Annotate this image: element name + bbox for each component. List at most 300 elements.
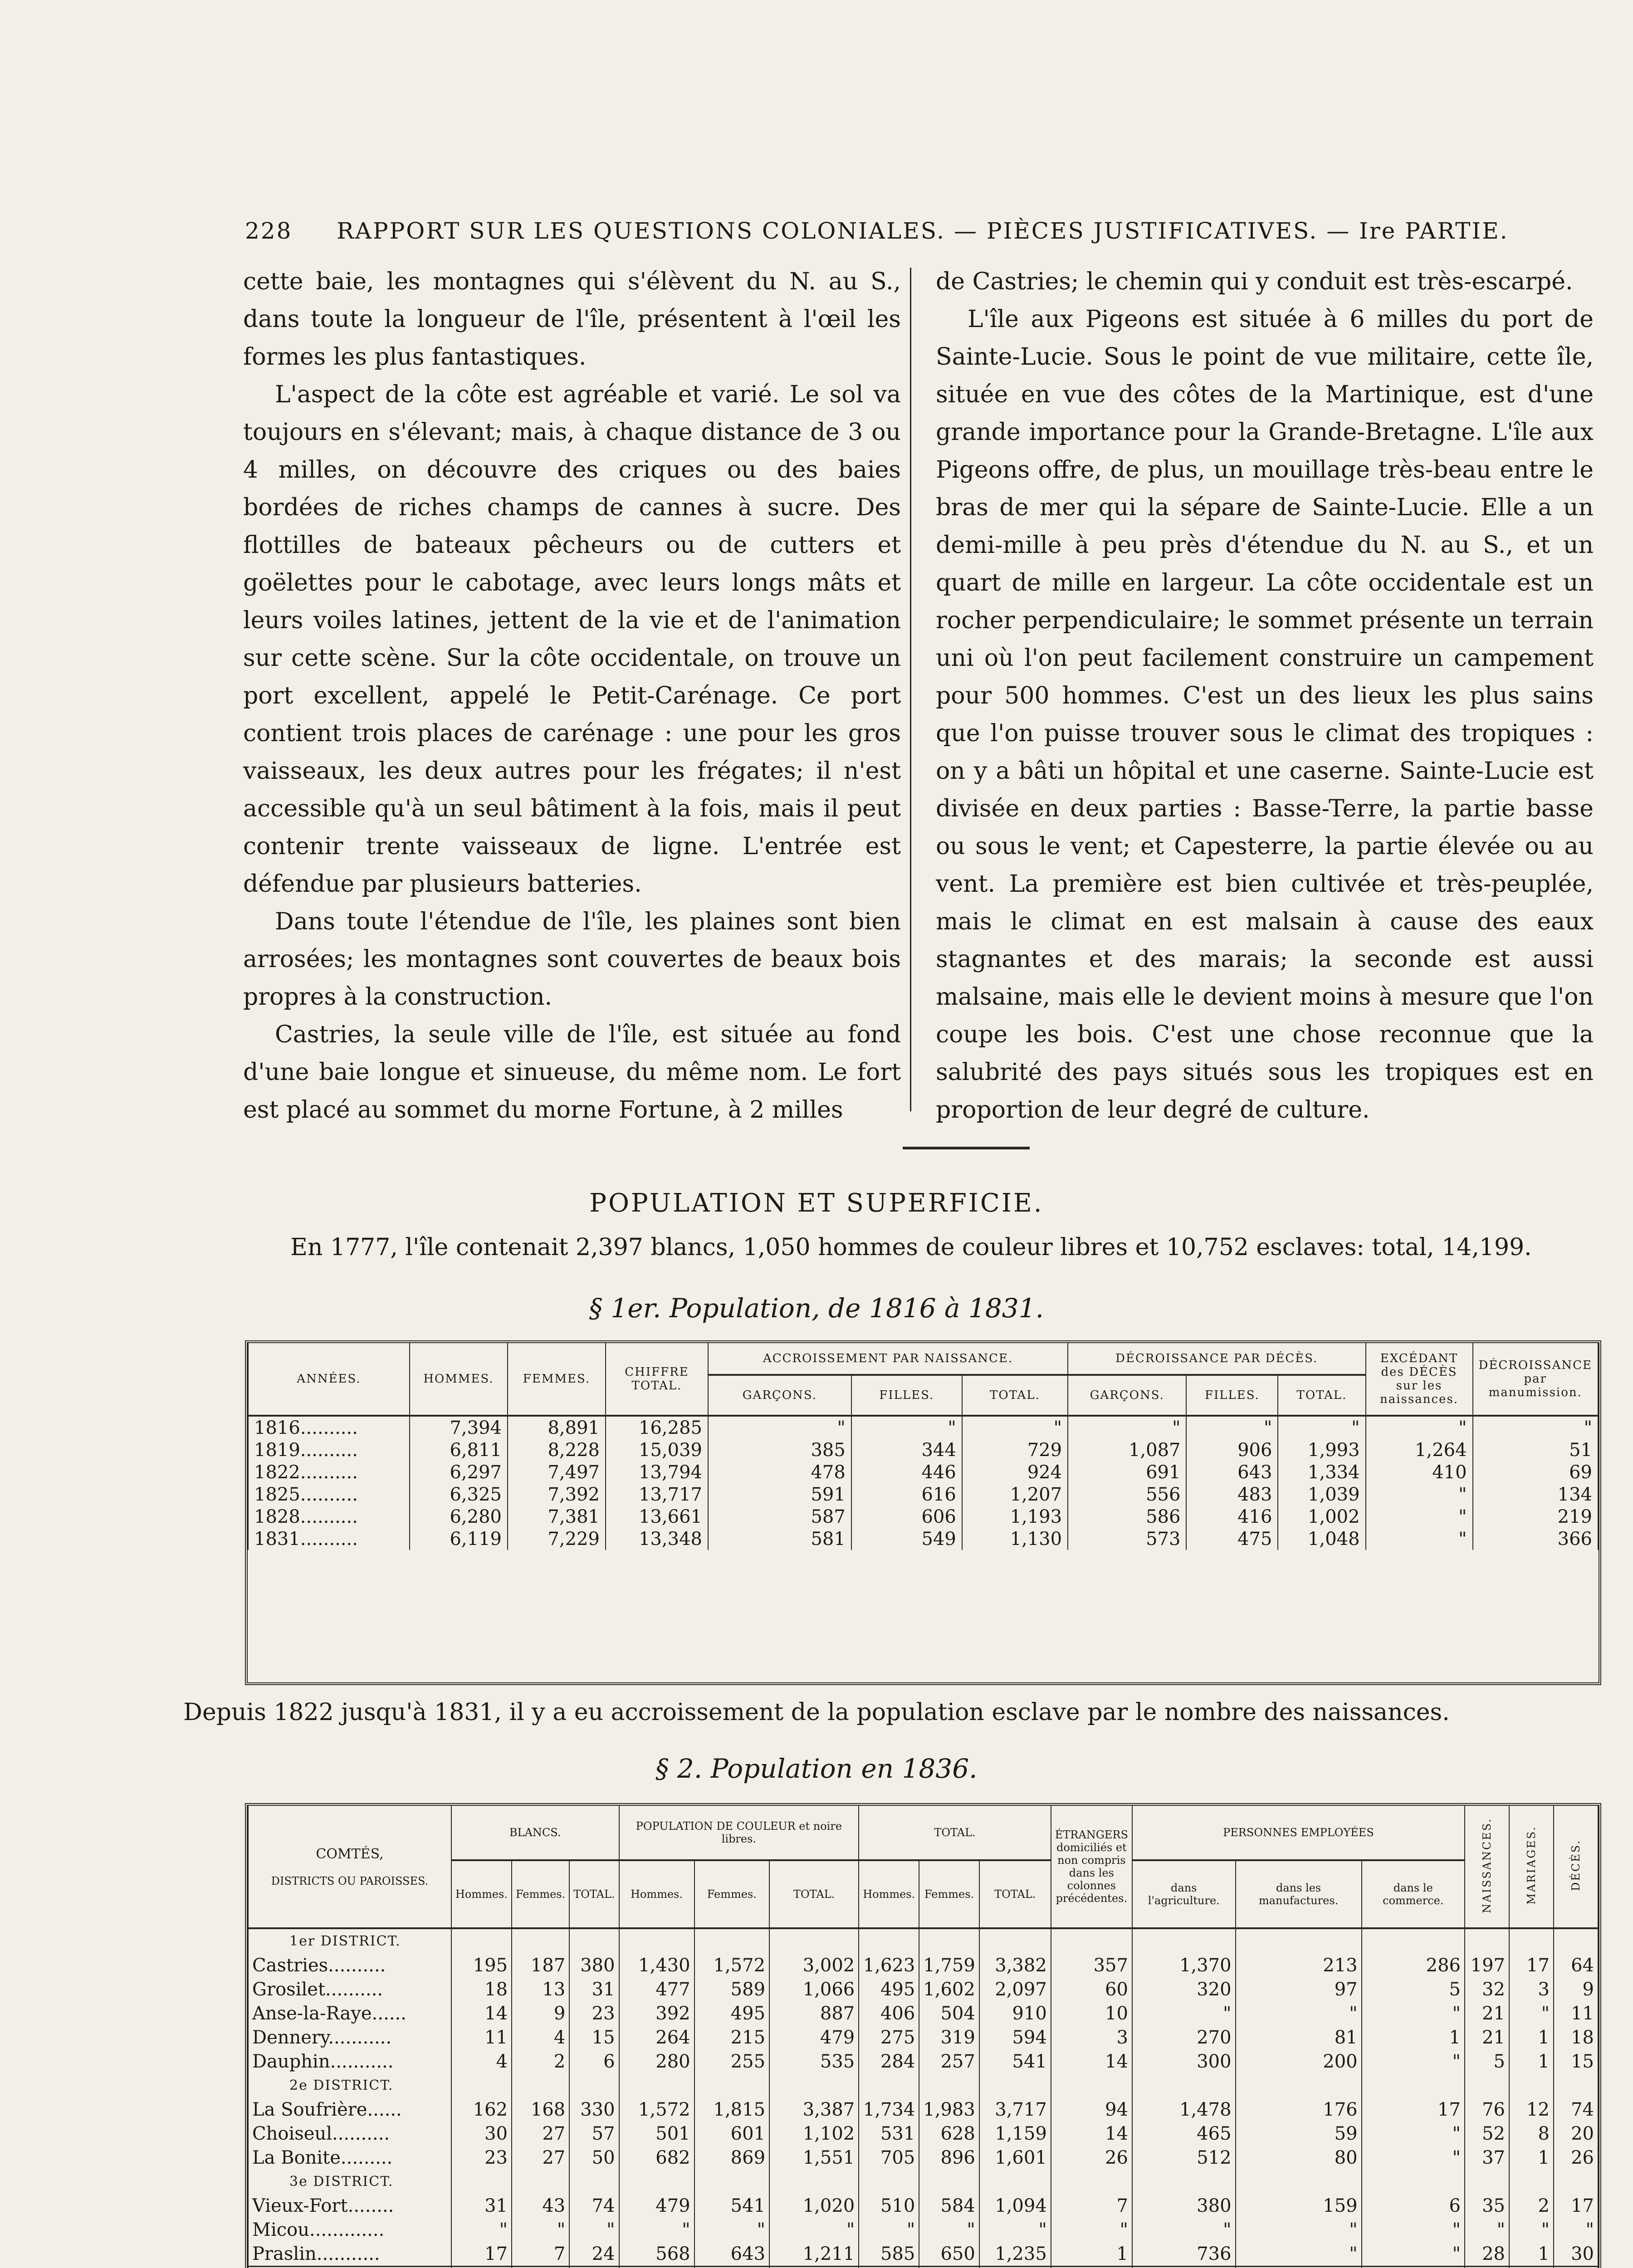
table-cell: " (694, 2218, 769, 2242)
table-cell: " (1236, 2218, 1362, 2242)
empty-cell (1051, 1928, 1132, 1953)
table-cell: 1,602 (919, 1977, 979, 2001)
table-cell: 1,983 (919, 2097, 979, 2121)
empty-cell (694, 1928, 769, 1953)
table-cell (1236, 2267, 1362, 2268)
table2-title: § 2. Population en 1836. (655, 1753, 978, 1784)
table-cell: 31 (451, 2194, 512, 2218)
table-cell: 80 (1236, 2146, 1362, 2170)
empty-cell (1554, 2170, 1598, 2194)
table-row (248, 2001, 1598, 2025)
table-cell: 176 (1236, 2097, 1362, 2121)
empty-cell (1465, 2170, 1509, 2194)
empty-cell (1362, 2073, 1465, 2097)
table-cell: 11 (451, 2025, 512, 2049)
district-header-row (248, 2073, 1598, 2097)
table-cell: 13 (512, 1977, 569, 2001)
table-cell: " (962, 1416, 1068, 1439)
table-cell: 541 (979, 2049, 1051, 2073)
table-row (248, 2146, 1598, 2170)
table-cell: 219 (1473, 1505, 1598, 1528)
table-row (248, 1461, 1598, 1483)
col-comtes: COMTÉS, DISTRICTS OU PAROISSES. (248, 1806, 451, 1928)
empty-cell (1554, 2073, 1598, 2097)
table-cell: 1 (1509, 2025, 1554, 2049)
table-cell: 26 (1554, 2146, 1598, 2170)
table-cell: 3,387 (769, 2097, 859, 2121)
table-cell: 6,325 (410, 1483, 508, 1505)
table-cell: 7,394 (410, 1416, 508, 1439)
empty-cell (1132, 2170, 1236, 2194)
table-cell: " (769, 2218, 859, 2242)
table2-body (248, 1928, 1598, 2268)
table-cell (694, 2267, 769, 2268)
empty-cell (919, 2073, 979, 2097)
table-cell: 300 (1132, 2049, 1236, 2073)
col-blancs-total: TOTAL. (569, 1860, 619, 1928)
table-cell: 887 (769, 2001, 859, 2025)
empty-cell (451, 1928, 512, 1953)
table-cell (919, 2267, 979, 2268)
table-cell: 531 (859, 2121, 919, 2146)
table-cell: " (979, 2218, 1051, 2242)
table-cell: 1,211 (769, 2242, 859, 2267)
empty-cell (1554, 1928, 1598, 1953)
district-header-row (248, 2170, 1598, 2194)
row-parish: La Soufrière...... (248, 2097, 451, 2121)
row-parish: Vieux-Fort........ (248, 2194, 451, 2218)
col-commerce: dans le commerce. (1362, 1860, 1465, 1928)
population-table-1816-1831 (248, 1343, 1599, 1550)
table-cell: 495 (694, 2001, 769, 2025)
table-cell: 3 (1051, 2025, 1132, 2049)
table-cell: 14 (1051, 2121, 1132, 2146)
table-cell: 6,297 (410, 1461, 508, 1483)
table-cell: 380 (569, 1953, 619, 1977)
empty-cell (1051, 2073, 1132, 2097)
table-cell: 910 (979, 2001, 1051, 2025)
running-header (245, 218, 1533, 244)
table-cell: 549 (851, 1528, 962, 1550)
table-cell: 43 (512, 2194, 569, 2218)
table-cell: 13,794 (606, 1461, 708, 1483)
table-cell: 1,087 (1068, 1439, 1186, 1461)
table-cell: " (1236, 2001, 1362, 2025)
col-dec-garcons: GARÇONS. (1068, 1375, 1186, 1416)
table-cell: 12 (1509, 2097, 1554, 2121)
running-title: RAPPORT SUR LES QUESTIONS COLONIALES. — PIÈCES JUSTIFICATIVES. — Ire PARTIE. (337, 218, 1509, 244)
empty-cell (694, 2170, 769, 2194)
table-cell: 32 (1465, 1977, 1509, 2001)
table-cell: " (1362, 2242, 1465, 2267)
table-row (248, 2242, 1598, 2267)
empty-cell (1132, 2073, 1236, 2097)
table-cell: 1 (1362, 2025, 1465, 2049)
table-cell: " (1236, 2242, 1362, 2267)
table-row (248, 2121, 1598, 2146)
table-cell: 357 (1051, 1953, 1132, 1977)
table-cell: 57 (569, 2121, 619, 2146)
col-excedant: EXCÉDANT des DÉCÈS sur les naissances. (1366, 1343, 1473, 1416)
table-cell: 581 (708, 1528, 851, 1550)
table-cell: " (1362, 2049, 1465, 2073)
table-cell: 1,020 (769, 2194, 859, 2218)
totals-label (248, 2267, 451, 2268)
table-cell: 1,572 (619, 2097, 694, 2121)
row-parish: Choiseul.......... (248, 2121, 451, 2146)
table-cell: 76 (1465, 2097, 1509, 2121)
table-cell (1132, 2267, 1236, 2268)
table-cell: 13,348 (606, 1528, 708, 1550)
table-cell: " (569, 2218, 619, 2242)
table-cell: 255 (694, 2049, 769, 2073)
table-cell: 6,119 (410, 1528, 508, 1550)
table-cell: 6,811 (410, 1439, 508, 1461)
table-cell: 510 (859, 2194, 919, 2218)
table-cell: 3 (1509, 1977, 1554, 2001)
table-cell: " (859, 2218, 919, 2242)
table-cell (1554, 2267, 1598, 2268)
district-header-row (248, 1928, 1598, 1953)
table-cell: 187 (512, 1953, 569, 1977)
table-cell: " (1362, 2001, 1465, 2025)
row-year: 1831.......... (248, 1528, 410, 1550)
table-cell: 37 (1465, 2146, 1509, 2170)
table-cell (451, 2267, 512, 2268)
table-cell: 392 (619, 2001, 694, 2025)
table-cell: 8,891 (508, 1416, 606, 1439)
table-cell: " (1132, 2001, 1236, 2025)
table-cell: 7,381 (508, 1505, 606, 1528)
table-cell: 10 (1051, 2001, 1132, 2025)
table-cell: 1 (1509, 2049, 1554, 2073)
empty-cell (859, 2073, 919, 2097)
paragraph: Dans toute l'étendue de l'île, les plaines sont bien arrosées; les montagnes sont couvertes de beaux bois propres à la construction. (243, 908, 901, 1011)
table-row (248, 1528, 1598, 1550)
empty-cell (1236, 2073, 1362, 2097)
table-cell: 1,759 (919, 1953, 979, 1977)
col-decroissance: DÉCROISSANCE PAR DÉCÈS. (1068, 1343, 1365, 1375)
table-cell: 13,661 (606, 1505, 708, 1528)
table-cell: 477 (619, 1977, 694, 2001)
col-dec-filles: FILLES. (1186, 1375, 1278, 1416)
table-cell: " (1554, 2218, 1598, 2242)
table-cell: 1,334 (1278, 1461, 1365, 1483)
table-cell: 30 (451, 2121, 512, 2146)
col-naissances: NAISSANCES. (1465, 1806, 1509, 1928)
col-total-femmes: Femmes. (919, 1860, 979, 1928)
col-total-group: TOTAL. (859, 1806, 1051, 1860)
empty-cell (979, 1928, 1051, 1953)
table-cell: 3,717 (979, 2097, 1051, 2121)
table-cell: 286 (1362, 1953, 1465, 1977)
empty-cell (619, 1928, 694, 1953)
table-cell: 587 (708, 1505, 851, 1528)
table-cell: " (1366, 1505, 1473, 1528)
table-cell: 6,280 (410, 1505, 508, 1528)
table-cell: 1 (1509, 2242, 1554, 2267)
table-cell: 1,039 (1278, 1483, 1365, 1505)
table-cell: 20 (1554, 2121, 1598, 2146)
table-cell: 1,993 (1278, 1439, 1365, 1461)
table-cell: 7,229 (508, 1528, 606, 1550)
table-cell: 162 (451, 2097, 512, 2121)
empty-cell (769, 2073, 859, 2097)
table-cell: 21 (1465, 2025, 1509, 2049)
table-cell: 1 (1051, 2242, 1132, 2267)
table-cell: 729 (962, 1439, 1068, 1461)
table-cell: 11 (1554, 2001, 1598, 2025)
table-cell: 64 (1554, 1953, 1598, 1977)
paragraph: de Castries; le chemin qui y conduit est très-escarpé. (936, 268, 1573, 295)
table-cell: 1,478 (1132, 2097, 1236, 2121)
table-cell: 59 (1236, 2121, 1362, 2146)
table-cell: 14 (1051, 2049, 1132, 2073)
col-couleur-femmes: Femmes. (694, 1860, 769, 1928)
table-cell: 74 (569, 2194, 619, 2218)
table-cell: 1,815 (694, 2097, 769, 2121)
col-manufactures: dans les manufactures. (1236, 1860, 1362, 1928)
table-cell: 14 (451, 2001, 512, 2025)
col-acc-total: TOTAL. (962, 1375, 1068, 1416)
empty-cell (919, 2170, 979, 2194)
table-cell: " (1132, 2218, 1236, 2242)
col-acc-filles: FILLES. (851, 1375, 962, 1416)
col-annees: ANNÉES. (248, 1343, 410, 1416)
empty-cell (1236, 2170, 1362, 2194)
empty-cell (769, 1928, 859, 1953)
table-cell: 319 (919, 2025, 979, 2049)
col-agriculture: dans l'agriculture. (1132, 1860, 1236, 1928)
table-cell: 1,430 (619, 1953, 694, 1977)
table-cell: " (1465, 2218, 1509, 2242)
table-cell: 16,285 (606, 1416, 708, 1439)
table-cell: 18 (1554, 2025, 1598, 2049)
table-cell: 512 (1132, 2146, 1236, 2170)
col-couleur: POPULATION DE COULEUR et noire libres. (619, 1806, 859, 1860)
col-hommes: HOMMES. (410, 1343, 508, 1416)
table-cell: 26 (1051, 2146, 1132, 2170)
table-cell: 3,382 (979, 1953, 1051, 1977)
col-couleur-hommes: Hommes. (619, 1860, 694, 1928)
table-cell: 17 (1554, 2194, 1598, 2218)
col-acc-garcons: GARÇONS. (708, 1375, 851, 1416)
table-cell: 257 (919, 2049, 979, 2073)
table-cell: 6 (569, 2049, 619, 2073)
table-cell: 2 (1509, 2194, 1554, 2218)
column-divider (910, 268, 911, 1111)
table-row (248, 1505, 1598, 1528)
table-cell: 616 (851, 1483, 962, 1505)
text-column-left (243, 263, 901, 1129)
table-cell: " (1473, 1416, 1598, 1439)
table-cell: 52 (1465, 2121, 1509, 2146)
table-cell (1051, 2267, 1132, 2268)
table1-frame (245, 1340, 1601, 1685)
table-cell: 270 (1132, 2025, 1236, 2049)
empty-cell (859, 2170, 919, 2194)
table-cell: 4 (512, 2025, 569, 2049)
table-cell: 8,228 (508, 1439, 606, 1461)
table-cell: 3,002 (769, 1953, 859, 1977)
empty-cell (1051, 2170, 1132, 2194)
table-cell: 594 (979, 2025, 1051, 2049)
table-cell: 51 (1473, 1439, 1598, 1461)
table-cell: 9 (1554, 1977, 1598, 2001)
table-cell: 13,717 (606, 1483, 708, 1505)
page-number: 228 (245, 218, 293, 244)
empty-cell (859, 1928, 919, 1953)
table-cell (512, 2267, 569, 2268)
table-cell: 7,497 (508, 1461, 606, 1483)
table-cell: 585 (859, 2242, 919, 2267)
table-cell: 168 (512, 2097, 569, 2121)
table-cell: 535 (769, 2049, 859, 2073)
table-cell: 24 (569, 2242, 619, 2267)
table-cell: 366 (1473, 1528, 1598, 1550)
section-intro: En 1777, l'île contenait 2,397 blancs, 1,050 hommes de couleur libres et 10,752 esclaves: total, 14,199. (290, 1234, 1532, 1261)
table1-body (248, 1416, 1598, 1550)
table-cell: 35 (1465, 2194, 1509, 2218)
table-cell: 573 (1068, 1528, 1186, 1550)
table-cell: " (1366, 1416, 1473, 1439)
table-cell: 924 (962, 1461, 1068, 1483)
table-cell: 1,264 (1366, 1439, 1473, 1461)
empty-cell (451, 2073, 512, 2097)
table-cell: 275 (859, 2025, 919, 2049)
col-mariages: MARIAGES. (1509, 1806, 1554, 1928)
empty-cell (1465, 2073, 1509, 2097)
table-cell: 97 (1236, 1977, 1362, 2001)
table-cell: 556 (1068, 1483, 1186, 1505)
table-row (248, 2097, 1598, 2121)
col-deces: DÉCÈS. (1554, 1806, 1598, 1928)
table-cell: 69 (1473, 1461, 1598, 1483)
empty-cell (769, 2170, 859, 2194)
col-total-hommes: Hommes. (859, 1860, 919, 1928)
table-cell: 1,572 (694, 1953, 769, 1977)
table-cell: 906 (1186, 1439, 1278, 1461)
section-title: POPULATION ET SUPERFICIE. (589, 1188, 1044, 1218)
table-cell: 568 (619, 2242, 694, 2267)
empty-cell (1132, 1928, 1236, 1953)
row-parish: Praslin........... (248, 2242, 451, 2267)
table-cell: 501 (619, 2121, 694, 2146)
table-cell (569, 2267, 619, 2268)
table-cell: 17 (1509, 1953, 1554, 1977)
table1-title: § 1er. Population, de 1816 à 1831. (589, 1293, 1044, 1324)
table-cell (1509, 2267, 1554, 2268)
empty-cell (512, 1928, 569, 1953)
table-row (248, 2025, 1598, 2049)
table-row (248, 2218, 1598, 2242)
table-cell: 31 (569, 1977, 619, 2001)
table-cell: 591 (708, 1483, 851, 1505)
table-cell: 478 (708, 1461, 851, 1483)
table-cell: 650 (919, 2242, 979, 2267)
col-etrangers: ÉTRANGERS domiciliés et non compris dans les colonnes précédentes. (1051, 1806, 1132, 1928)
table-cell: 589 (694, 1977, 769, 2001)
table-cell: 606 (851, 1505, 962, 1528)
table-cell: 736 (1132, 2242, 1236, 2267)
district-name: 1er DISTRICT. (248, 1928, 451, 1953)
table-cell (1465, 2267, 1509, 2268)
table-cell: " (1366, 1483, 1473, 1505)
row-year: 1819.......... (248, 1439, 410, 1461)
paragraph: Castries, la seule ville de l'île, est située au fond d'une baie longue et sinueuse, du même nom. Le fort est placé au sommet du morne Fortune, à 2 milles (243, 1021, 901, 1124)
table-cell: " (1051, 2218, 1132, 2242)
table-cell: " (708, 1416, 851, 1439)
table-cell: 465 (1132, 2121, 1236, 2146)
table-cell: " (1186, 1416, 1278, 1439)
section-divider (903, 1147, 1030, 1149)
table-cell: 215 (694, 2025, 769, 2049)
table-cell: " (1362, 2121, 1465, 2146)
table-cell: 1,130 (962, 1528, 1068, 1550)
table-cell: 195 (451, 1953, 512, 1977)
col-personnes: PERSONNES EMPLOYÉES (1132, 1806, 1465, 1860)
table-cell: 1,066 (769, 1977, 859, 2001)
table-cell (979, 2267, 1051, 2268)
empty-cell (1509, 1928, 1554, 1953)
table-cell: 643 (694, 2242, 769, 2267)
table-cell: 17 (451, 2242, 512, 2267)
table-cell: 1,734 (859, 2097, 919, 2121)
empty-cell (1509, 2073, 1554, 2097)
table-cell: 344 (851, 1439, 962, 1461)
empty-cell (569, 2170, 619, 2194)
table-cell: " (451, 2218, 512, 2242)
table-cell: 27 (512, 2121, 569, 2146)
paragraph: L'île aux Pigeons est située à 6 milles du port de Sainte-Lucie. Sous le point de vue militaire, cette île, située en vue des côtes de la Martinique, est d'une grande importance pour la Grande-Bretagne. L'île aux Pigeons offre, de plus, un mouillage très-beau entre le bras de mer qui la sépare de Sainte-Lucie. Elle a un demi-mille à peu près d'étendue du N. au S., et un quart de mille en largeur. La côte occidentale est un rocher perpendiculaire; le sommet présente un terrain uni où l'on peut facilement construire un campement pour 500 hommes. C'est un des lieux les plus sains que l'on puisse trouver sous le climat des tropiques : on y a bâti un hôpital et une caserne. Sainte-Lucie est divisée en deux parties : Basse-Terre, la partie basse ou sous le vent; et Capesterre, la partie élevée ou au vent. La première est bien cultivée et très-peuplée, mais le climat en est malsain à cause des eaux stagnantes et des marais; la seconde est aussi malsaine, mais elle le devient moins à mesure que l'on coupe les bois. C'est une chose reconnue que la salubrité des pays situés sous les tropiques est en proportion de leur degré de culture. (936, 306, 1594, 1124)
empty-cell (1362, 1928, 1465, 1953)
table-cell: 601 (694, 2121, 769, 2146)
table-cell: " (1366, 1528, 1473, 1550)
col-blancs-hommes: Hommes. (451, 1860, 512, 1928)
table-cell: 94 (1051, 2097, 1132, 2121)
table-cell: 15,039 (606, 1439, 708, 1461)
table-cell: 15 (1554, 2049, 1598, 2073)
row-parish: Micou............. (248, 2218, 451, 2242)
table-cell: 50 (569, 2146, 619, 2170)
table1-note: Depuis 1822 jusqu'à 1831, il y a eu accroissement de la population esclave par le nombre des naissances. (183, 1699, 1450, 1726)
table-cell: " (1362, 2218, 1465, 2242)
table-cell: 23 (451, 2146, 512, 2170)
table-cell: 1 (1509, 2146, 1554, 2170)
empty-cell (979, 2073, 1051, 2097)
table-row (248, 1483, 1598, 1505)
table-cell: " (1509, 2001, 1554, 2025)
table-cell: 2 (512, 2049, 569, 2073)
table-row (248, 1953, 1598, 1977)
table-cell: 9 (512, 2001, 569, 2025)
table-cell: 284 (859, 2049, 919, 2073)
empty-cell (451, 2170, 512, 2194)
table-cell: 1,235 (979, 2242, 1051, 2267)
empty-cell (619, 2073, 694, 2097)
paragraph: cette baie, les montagnes qui s'élèvent du N. au S., dans toute la longueur de l'île, présentent à l'œil les formes les plus fantastiques. (243, 268, 901, 371)
empty-cell (1362, 2170, 1465, 2194)
row-year: 1822.......... (248, 1461, 410, 1483)
table-cell (1362, 2267, 1465, 2268)
table-cell: 17 (1362, 2097, 1465, 2121)
table-cell: 197 (1465, 1953, 1509, 1977)
table-cell: 27 (512, 2146, 569, 2170)
row-year: 1816.......... (248, 1416, 410, 1439)
table-cell: 23 (569, 2001, 619, 2025)
table-row (248, 1977, 1598, 2001)
empty-cell (512, 2073, 569, 2097)
